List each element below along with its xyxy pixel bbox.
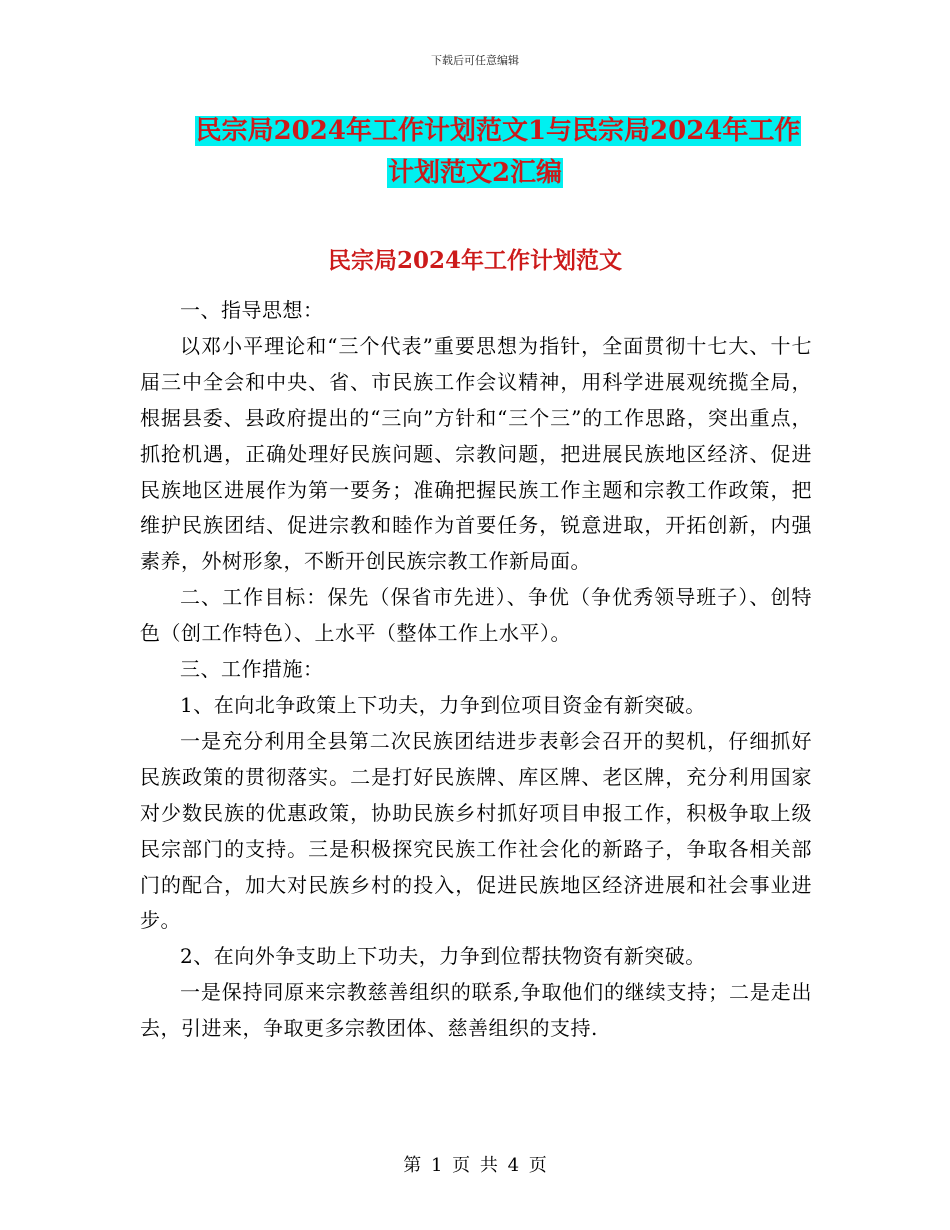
paragraph-measure-1-body: 一是充分利用全县第二次民族团结进步表彰会召开的契机，仔细抓好民族政策的贯彻落实。二是打好民族牌、库区牌、老区牌，充分利用国家对少数民族的优惠政策，协助民族乡村抓好项目申报工作，积极争取上级民宗部门的支持。三是积极探究民族工作社会化的新路子，争取各相关部门的配合，加大对民族乡村的投入，促进民族地区经济进展和社会事业进步。 [140,728,812,933]
paragraph-work-goals: 二、工作目标：保先（保省市先进）、争优（争优秀领导班子）、创特色（创工作特色）、上水平（整体工作上水平）。 [140,585,812,646]
title-line-2-text: 计划范文2汇编 [387,158,563,188]
section-title: 民宗局2024年工作计划范文 [327,247,622,274]
paragraph-guiding-thought: 以邓小平理论和“三个代表”重要思想为指针，全面贯彻十七大、十七届三中全会和中央、省、市民族工作会议精神，用科学进展观统揽全局，根据县委、县政府提出的“三向”方针和“三个三”的工作思路，突出重点，抓抢机遇，正确处理好民族问题、宗教问题，把进展民族地区经济、促进民族地区进展作为第一要务；准确把握民族工作主题和宗教工作政策，把维护民族团结、促进宗教和睦作为首要任务，锐意进取，开拓创新，内强素养，外树形象，不断开创民族宗教工作新局面。 [140,333,812,574]
paragraph-measure-2-heading: 2、在向外争支助上下功夫，力争到位帮扶物资有新突破。 [180,944,706,969]
paragraph-measure-1-heading: 1、在向北争政策上下功夫，力争到位项目资金有新突破。 [180,692,706,717]
paragraph-measures-heading: 三、工作措施： [180,657,324,682]
paragraph-guiding-heading: 一、指导思想： [180,298,324,322]
paragraph-measure-2-body: 一是保持同原来宗教慈善组织的联系,争取他们的继续支持；二是走出去，引进来，争取更多宗教团体、慈善组织的支持. [140,980,812,1041]
title-line-2 [0,152,950,194]
document-title [0,110,950,194]
document-body [140,293,812,1047]
title-line-1-text: 民宗局2024年工作计划范文1与民宗局2024年工作 [195,116,801,146]
title-line-1 [0,110,950,152]
page-header: 下载后可任意编辑 [431,54,519,67]
page-number: 第 1 页 共 4 页 [403,1155,547,1176]
